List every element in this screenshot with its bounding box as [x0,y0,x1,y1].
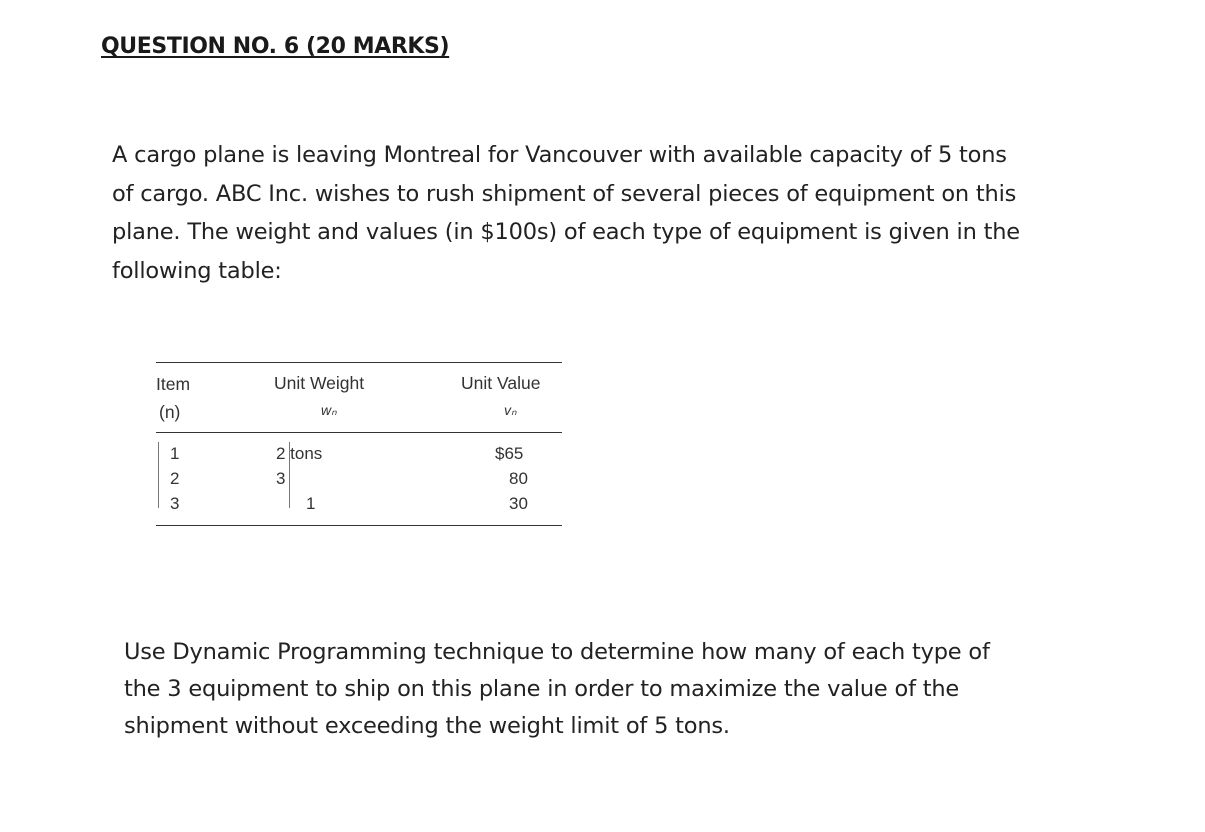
table-header-rule [156,432,562,433]
header-item-symbol: (n) [159,402,181,422]
table-cell-weight: 3 [276,469,286,488]
header-weight-symbol: wₙ [321,402,337,418]
table-cell-item: 3 [170,494,180,513]
table-cell-item: 2 [170,469,180,488]
header-item: Item [156,374,191,394]
header-unit-value: Unit Value [461,373,541,393]
table-cell-weight: 1 [306,494,316,513]
task-line: shipment without exceeding the weight limit of 5 tons. [124,713,730,739]
table-cell-weight: 2 tons [276,444,323,463]
problem-line: following table: [112,257,282,284]
header-unit-weight: Unit Weight [274,373,365,393]
table-cell-item: 1 [170,444,180,463]
header-value-symbol: vₙ [504,402,517,418]
table-cell-value: $65 [495,444,524,463]
table-cell-value: 80 [509,469,528,488]
problem-line: of cargo. ABC Inc. wishes to rush shipment of several pieces of equipment on this [112,180,1017,207]
scan-mark [289,442,290,508]
table-bottom-rule [156,525,562,526]
table-top-rule [156,362,562,363]
equipment-table [156,360,562,528]
problem-line: plane. The weight and values (in $100s) of each type of equipment is given in the [112,219,1020,245]
problem-line: A cargo plane is leaving Montreal for Vancouver with available capacity of 5 tons [112,142,1007,168]
question-title: QUESTION NO. 6 (20 MARKS) [101,34,450,59]
task-line: Use Dynamic Programming technique to determine how many of each type of [124,639,990,665]
table-cell-value: 30 [509,494,528,513]
task-instructions [124,634,1084,745]
scan-mark [158,442,159,508]
task-line: the 3 equipment to ship on this plane in order to maximize the value of the [124,676,960,702]
problem-statement [112,136,1102,290]
